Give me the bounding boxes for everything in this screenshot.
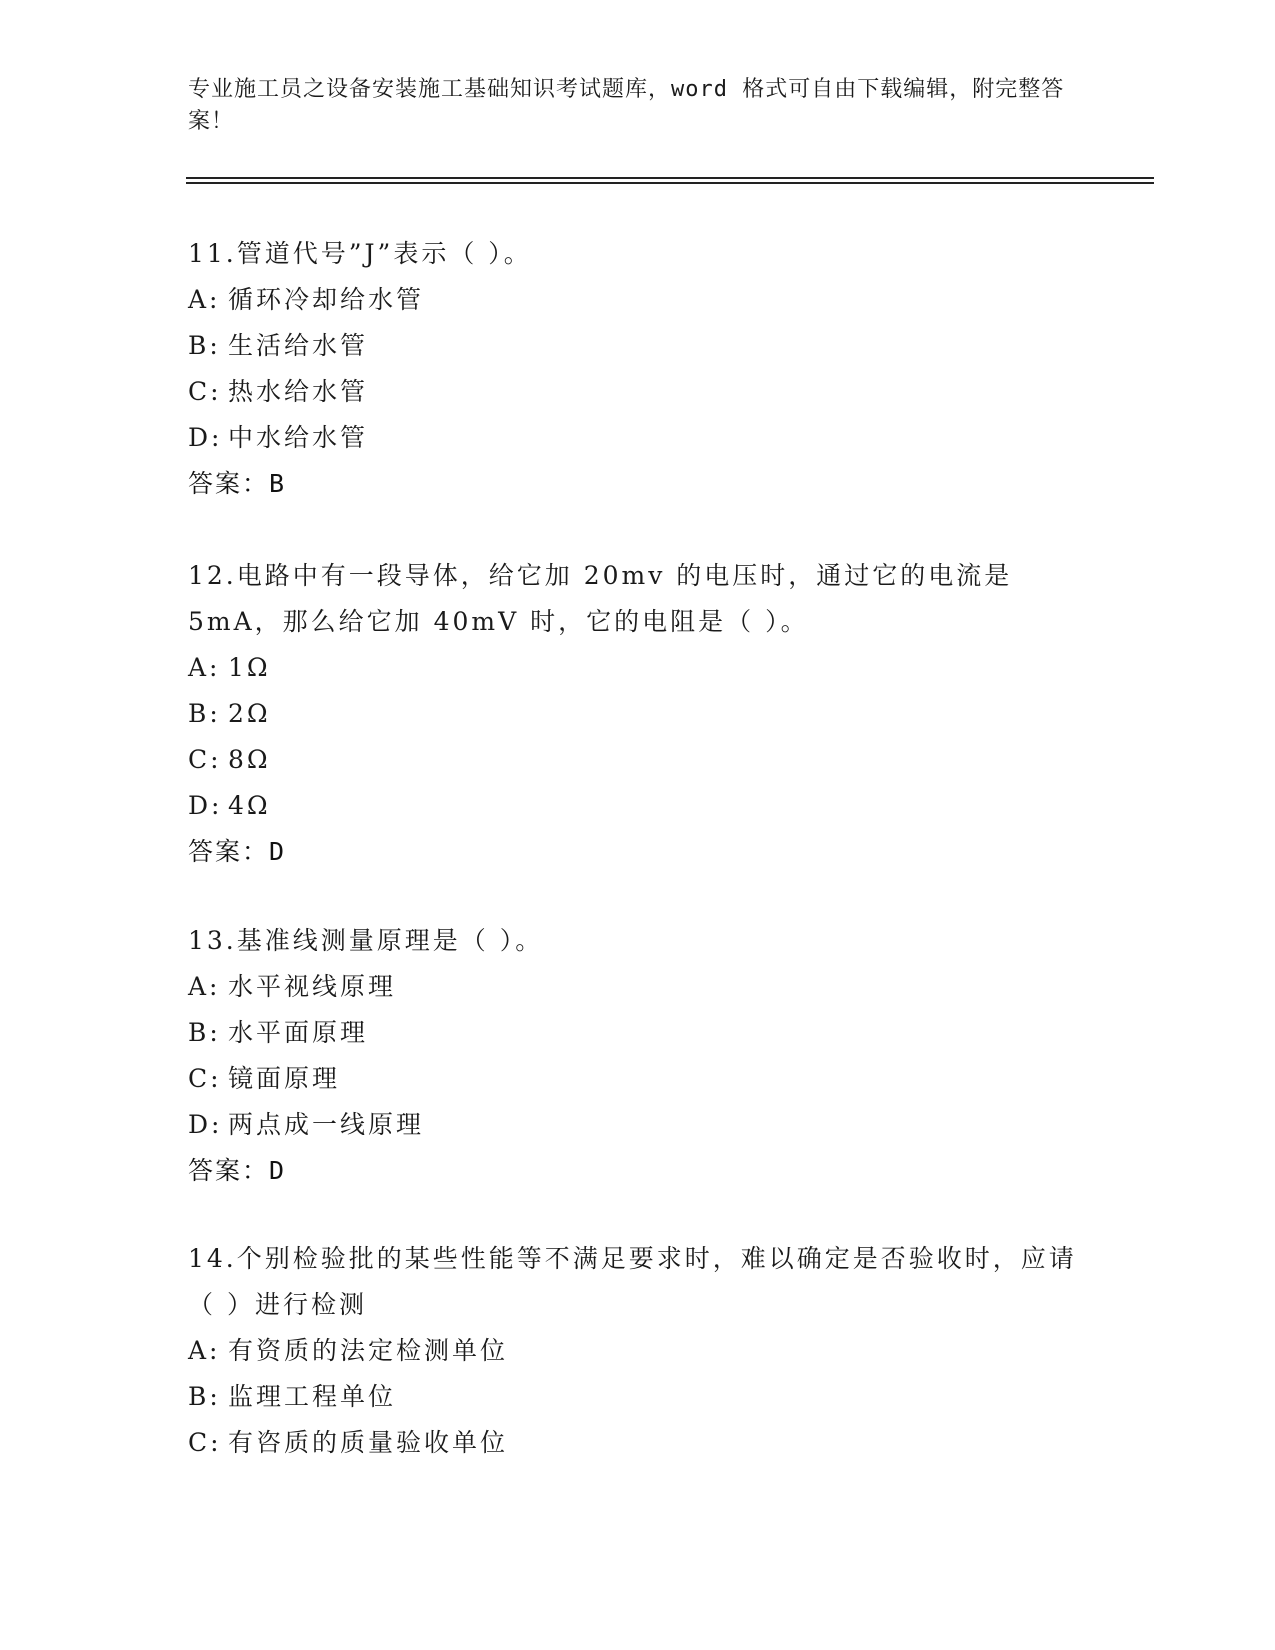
option-text: 水平面原理	[228, 1018, 369, 1047]
option-text: 1Ω	[228, 653, 271, 682]
option-text: 热水给水管	[228, 377, 369, 406]
option-text: 2Ω	[228, 699, 271, 728]
option-a	[188, 964, 1088, 1010]
question-stem: 11.管道代号”J”表示（ ）。	[188, 239, 532, 268]
option-text: 两点成一线原理	[228, 1110, 425, 1139]
option-key: A:	[188, 285, 221, 314]
option-a	[188, 1328, 1088, 1374]
option-key: D:	[188, 791, 223, 820]
option-text: 8Ω	[228, 745, 271, 774]
option-d	[188, 783, 1088, 829]
option-a	[188, 277, 1088, 323]
option-key: B:	[188, 1382, 221, 1411]
option-key: B:	[188, 1018, 221, 1047]
option-b	[188, 691, 1088, 737]
option-key: A:	[188, 653, 221, 682]
option-key: C:	[188, 745, 222, 774]
option-text: 镜面原理	[228, 1064, 341, 1093]
answer-line: 答案：B	[188, 469, 287, 498]
option-key: C:	[188, 377, 222, 406]
header-divider-top	[186, 177, 1154, 179]
option-b	[188, 323, 1088, 369]
answer-line: 答案：D	[188, 1156, 287, 1185]
question-stem: 12.电路中有一段导体，给它加 20mv 的电压时，通过它的电流是 5mA，那么给它加 40mV 时，它的电阻是（ ）。	[188, 561, 1013, 636]
question-12	[188, 553, 1088, 875]
answer-line: 答案：D	[188, 837, 287, 866]
option-key: B:	[188, 331, 221, 360]
option-key: C:	[188, 1064, 222, 1093]
question-13	[188, 918, 1088, 1194]
option-c	[188, 737, 1088, 783]
option-key: A:	[188, 1336, 221, 1365]
option-text: 有咨质的质量验收单位	[228, 1428, 509, 1457]
option-text: 循环冷却给水管	[228, 285, 425, 314]
option-text: 有资质的法定检测单位	[228, 1336, 509, 1365]
option-key: B:	[188, 699, 221, 728]
option-text: 4Ω	[228, 791, 271, 820]
question-stem: 13.基准线测量原理是（ ）。	[188, 926, 544, 955]
option-text: 中水给水管	[228, 423, 369, 452]
header-divider-bottom	[186, 182, 1154, 184]
option-c	[188, 369, 1088, 415]
question-stem: 14.个别检验批的某些性能等不满足要求时，难以确定是否验收时，应请（ ）进行检测	[188, 1244, 1077, 1319]
question-14	[188, 1236, 1088, 1466]
option-text: 监理工程单位	[228, 1382, 397, 1411]
option-key: C:	[188, 1428, 222, 1457]
option-d	[188, 415, 1088, 461]
option-d	[188, 1102, 1088, 1148]
document-header: 专业施工员之设备安装施工基础知识考试题库，word 格式可自由下载编辑，附完整答案！	[188, 77, 1065, 134]
option-c	[188, 1420, 1088, 1466]
option-c	[188, 1056, 1088, 1102]
option-text: 水平视线原理	[228, 972, 397, 1001]
option-b	[188, 1374, 1088, 1420]
option-text: 生活给水管	[228, 331, 369, 360]
question-11	[188, 231, 1088, 507]
option-a	[188, 645, 1088, 691]
option-key: A:	[188, 972, 221, 1001]
option-key: D:	[188, 423, 223, 452]
option-key: D:	[188, 1110, 223, 1139]
option-b	[188, 1010, 1088, 1056]
